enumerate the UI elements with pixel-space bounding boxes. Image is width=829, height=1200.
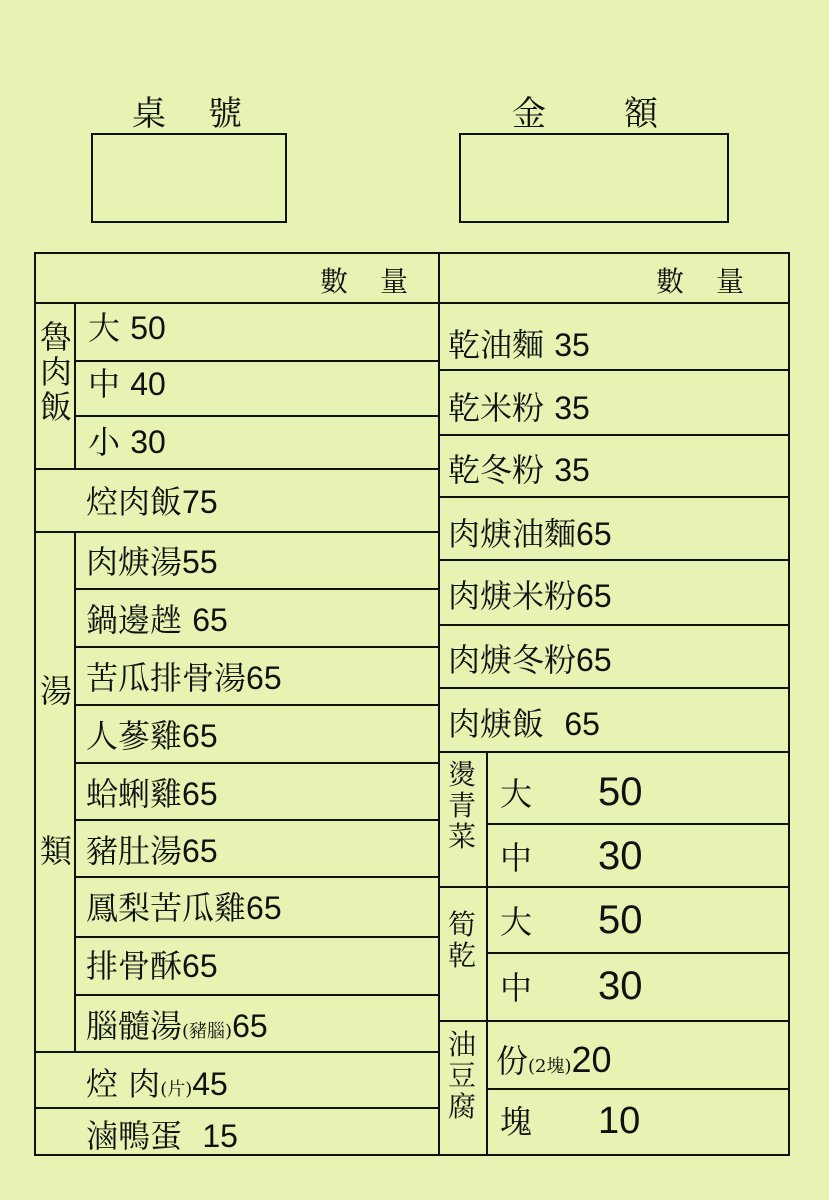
- table-number-box[interactable]: [91, 133, 287, 223]
- quantity-label-left: 數 量: [320, 265, 409, 298]
- menu-item: 肉焿湯55: [86, 543, 218, 581]
- menu-item: 中: [500, 839, 533, 877]
- menu-item: 乾米粉 35: [448, 389, 590, 427]
- menu-item: 大: [500, 775, 533, 813]
- amount-box[interactable]: [459, 133, 729, 223]
- menu-item: 中: [500, 969, 533, 1007]
- header-row-line: [36, 302, 788, 304]
- bamboo-group-label: 筍 乾: [447, 908, 476, 972]
- group-divider: [74, 531, 76, 1051]
- tofu-group-label: 油 豆 腐: [447, 1028, 476, 1123]
- menu-item: 小 30: [88, 423, 166, 461]
- menu-item: 豬肚湯65: [86, 832, 218, 870]
- amount-heading: [512, 86, 658, 135]
- amount-char: 金: [512, 94, 546, 134]
- amount-char: 額: [624, 94, 658, 134]
- menu-item: 中 40: [88, 365, 166, 403]
- menu-item: 肉焿飯 65: [448, 705, 600, 743]
- soup-group-label: 湯: [39, 672, 72, 710]
- menu-item: 份(2塊)20: [496, 1039, 612, 1080]
- menu-item: 塊: [500, 1103, 533, 1141]
- menu-item: 蛤蜊雞65: [86, 775, 218, 813]
- menu-price: 30: [598, 964, 643, 1008]
- lurou-group-label: 魯 肉 飯: [39, 318, 72, 427]
- column-divider: [438, 254, 440, 1154]
- menu-price: 30: [598, 834, 643, 878]
- menu-price: 10: [598, 1100, 641, 1142]
- menu-item: 焢肉飯75: [86, 483, 218, 521]
- menu-item: 鳳梨苦瓜雞65: [86, 889, 282, 927]
- table-number-char: 號: [208, 94, 242, 134]
- menu-item: 腦髓湯(豬腦)65: [86, 1007, 268, 1045]
- table-number-char: 桌: [132, 94, 166, 134]
- menu-item: 肉焿油麵65: [448, 515, 612, 553]
- menu-item: 大: [500, 903, 533, 941]
- greens-group-label: 燙 青 菜: [447, 758, 476, 853]
- menu-price: 50: [598, 898, 643, 942]
- menu-item: 排骨酥65: [86, 947, 218, 985]
- soup-group-label: 類: [39, 832, 72, 870]
- menu-item: 苦瓜排骨湯65: [86, 659, 282, 697]
- menu-item: 焢 肉(片)45: [86, 1065, 228, 1103]
- group-divider: [74, 302, 76, 468]
- menu-item: 乾油麵 35: [448, 326, 590, 364]
- menu-price: 50: [598, 770, 643, 814]
- table-number-heading: [132, 86, 242, 135]
- menu-item: 大 50: [88, 309, 166, 347]
- menu-item: 滷鴨蛋 15: [86, 1117, 238, 1155]
- order-sheet: [34, 252, 790, 1156]
- menu-item: 肉焿冬粉65: [448, 641, 612, 679]
- menu-item: 肉焿米粉65: [448, 577, 612, 615]
- menu-item: 人蔘雞65: [86, 717, 218, 755]
- menu-item: 鍋邊趖 65: [86, 601, 228, 639]
- quantity-label-right: 數 量: [656, 265, 745, 298]
- menu-item: 乾冬粉 35: [448, 451, 590, 489]
